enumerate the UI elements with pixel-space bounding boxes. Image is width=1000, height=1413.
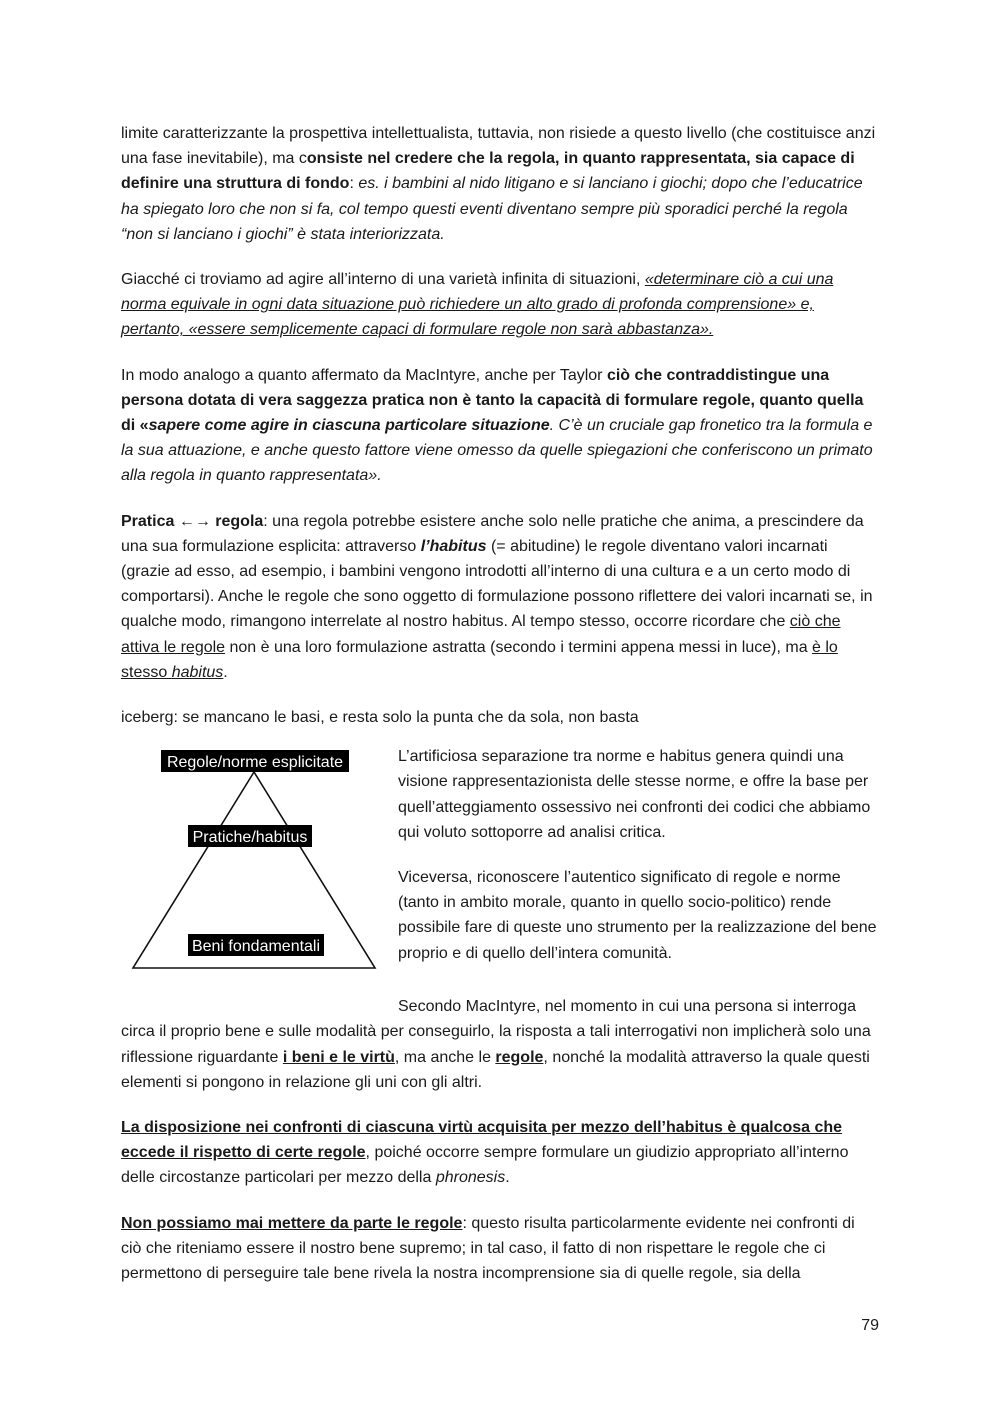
bold-term-regola: regola [215,512,264,530]
mid-label: Pratiche/habitus [192,829,308,847]
bold-underlined-text: i beni e le virtù [282,1048,395,1066]
figure-row [121,744,879,984]
text: , ma anche le [394,1048,496,1066]
iceberg-triangle-diagram [125,748,385,976]
paragraph-separation: L’artificiosa separazione tra norme e habitus genera quindi una visione rappresentazionista delle stesse norme, e offre la base per quell’atteggiamento ossessivo nei confronti dei codici che abbiamo qui voluto sottoporre ad analisi critica. [398,748,871,841]
underlined-quote: «determinare ciò a cui una norma equivale in ogni data situazione può richiedere un alto grado di profonda comprensione» e, pertanto, «essere semplicemente capaci di formulare regole non sarà abbastanza». [121,271,834,339]
italic-example: es. i bambini al nido litigano e si lanciano i giochi; dopo che l’educatrice ha spiegato loro che non si fa, col tempo questi eventi diventano sempre più sporadici perché la regola “non si lanciano i giochi” è stata interiorizzata. [121,175,863,243]
text: Giacché ci troviamo ad agire all’interno di una varietà infinita di situazioni, [121,271,645,289]
bold-underlined-text: La disposizione nei confronti di ciascuna virtù acquisita per mezzo dell’habitus è qualcosa che eccede il rispetto di certe regole [121,1119,843,1162]
top-label: Regole/norme esplicitate [166,754,344,772]
bold-italic-text: sapere come agire in ciascuna particolare situazione [148,417,550,435]
bold-text: onsiste nel credere che la regola, in quanto rappresentata, sia capace di definire una struttura di fondo [121,150,855,193]
bottom-label: Beni fondamentali [191,938,321,956]
paragraph-taylor [121,363,879,489]
text: : questo risulta particolarmente evidente nei confronti di ciò che riteniamo essere il nostro bene supremo; in tal caso, il fatto di non rispettare le regole che ci permettono di perseguire tale bene rivela la nostra incomprensione sia di quelle regole, sia della [121,1214,855,1283]
text: , nonché la modalità attraverso la quale questi elementi si pongono in relazione gli uni con gli altri. [121,1048,870,1091]
bold-underlined-text: Non possiamo mai mettere da parte le regole [121,1214,463,1232]
text: In modo analogo a quanto affermato da MacIntyre, anche per Taylor [121,366,607,384]
bold-italic-habitus: l’habitus [420,537,487,555]
paragraph-iceberg: iceberg: se mancano le basi, e resta solo la punta che da sola, non basta [121,709,639,727]
page-number: 79 [861,1317,879,1334]
underlined-text: ciò che attiva le regole [121,613,841,656]
page-body [121,121,879,1306]
bold-text: ciò che contraddistingue una persona dotata di vera saggezza pratica non è tanto la capacità di formulare regole, quanto quella di « [121,366,864,435]
text: . [505,1169,510,1187]
figure-side-text [398,744,878,986]
text: : una regola potrebbe esistere anche solo nelle pratiche che anima, a prescindere da una sua formulazione esplicita: attraverso [121,512,864,555]
italic-phronesis: phronesis [435,1169,506,1187]
italic-habitus: habitus [171,663,224,681]
paragraph-viceversa: Viceversa, riconoscere l’autentico significato di regole e norme (tanto in ambito morale, quanto in quello socio-politico) rende possibile fare di queste uno strumento per la realizzazione del bene proprio e di quello dell’intera comunità. [398,869,877,962]
text: limite caratterizzante la prospettiva intellettualista, tuttavia, non risiede a questo livello (che costituisce anzi una fase inevitabile), ma c [121,125,876,168]
text: : [349,175,359,193]
text: non è una loro formulazione astratta (secondo i termini appena messi in luce), ma [225,638,813,656]
paragraph-macintyre [121,994,879,1095]
paragraph-disposition [121,1115,879,1191]
italic-quote: . C’è un cruciale gap fronetico tra la formula e la sua attuazione, e anche questo fattore viene omesso da quelle spiegazioni che conferiscono un primato alla regola in quanto rappresentata». [121,417,873,485]
paragraph-intellectualism [121,121,879,247]
text: . [223,663,228,681]
paragraph-rules [121,1211,879,1287]
text: è lo stesso [121,638,838,681]
bold-term-pratica: Pratica [121,512,175,530]
bold-underlined-text: regole [495,1048,544,1066]
paragraph-situations [121,267,879,343]
double-arrow-icon: ←→ [174,512,216,530]
paragraph-pratica-regola [121,509,879,685]
text: , poiché occorre sempre formulare un giudizio appropriato all’interno delle circostanze particolari per mezzo della [121,1144,849,1187]
text: Secondo MacIntyre, nel momento in cui una persona si interroga circa il proprio bene e sulle modalità per conseguirlo, la risposta a tali interrogativi non implicherà solo una riflessione riguardante [121,998,871,1066]
text: (= abitudine) le regole diventano valori incarnati (grazie ad esso, ad esempio, i bambini vengono introdotti all’interno di una cultura e a un certo modo di comportarsi). Anche le regole che sono oggetto di formulazione possono riflettere dei valori incarnati se, in qualche modo, rimangono interrelate al nostro habitus. Al tempo stesso, occorre ricordare che [121,537,873,631]
